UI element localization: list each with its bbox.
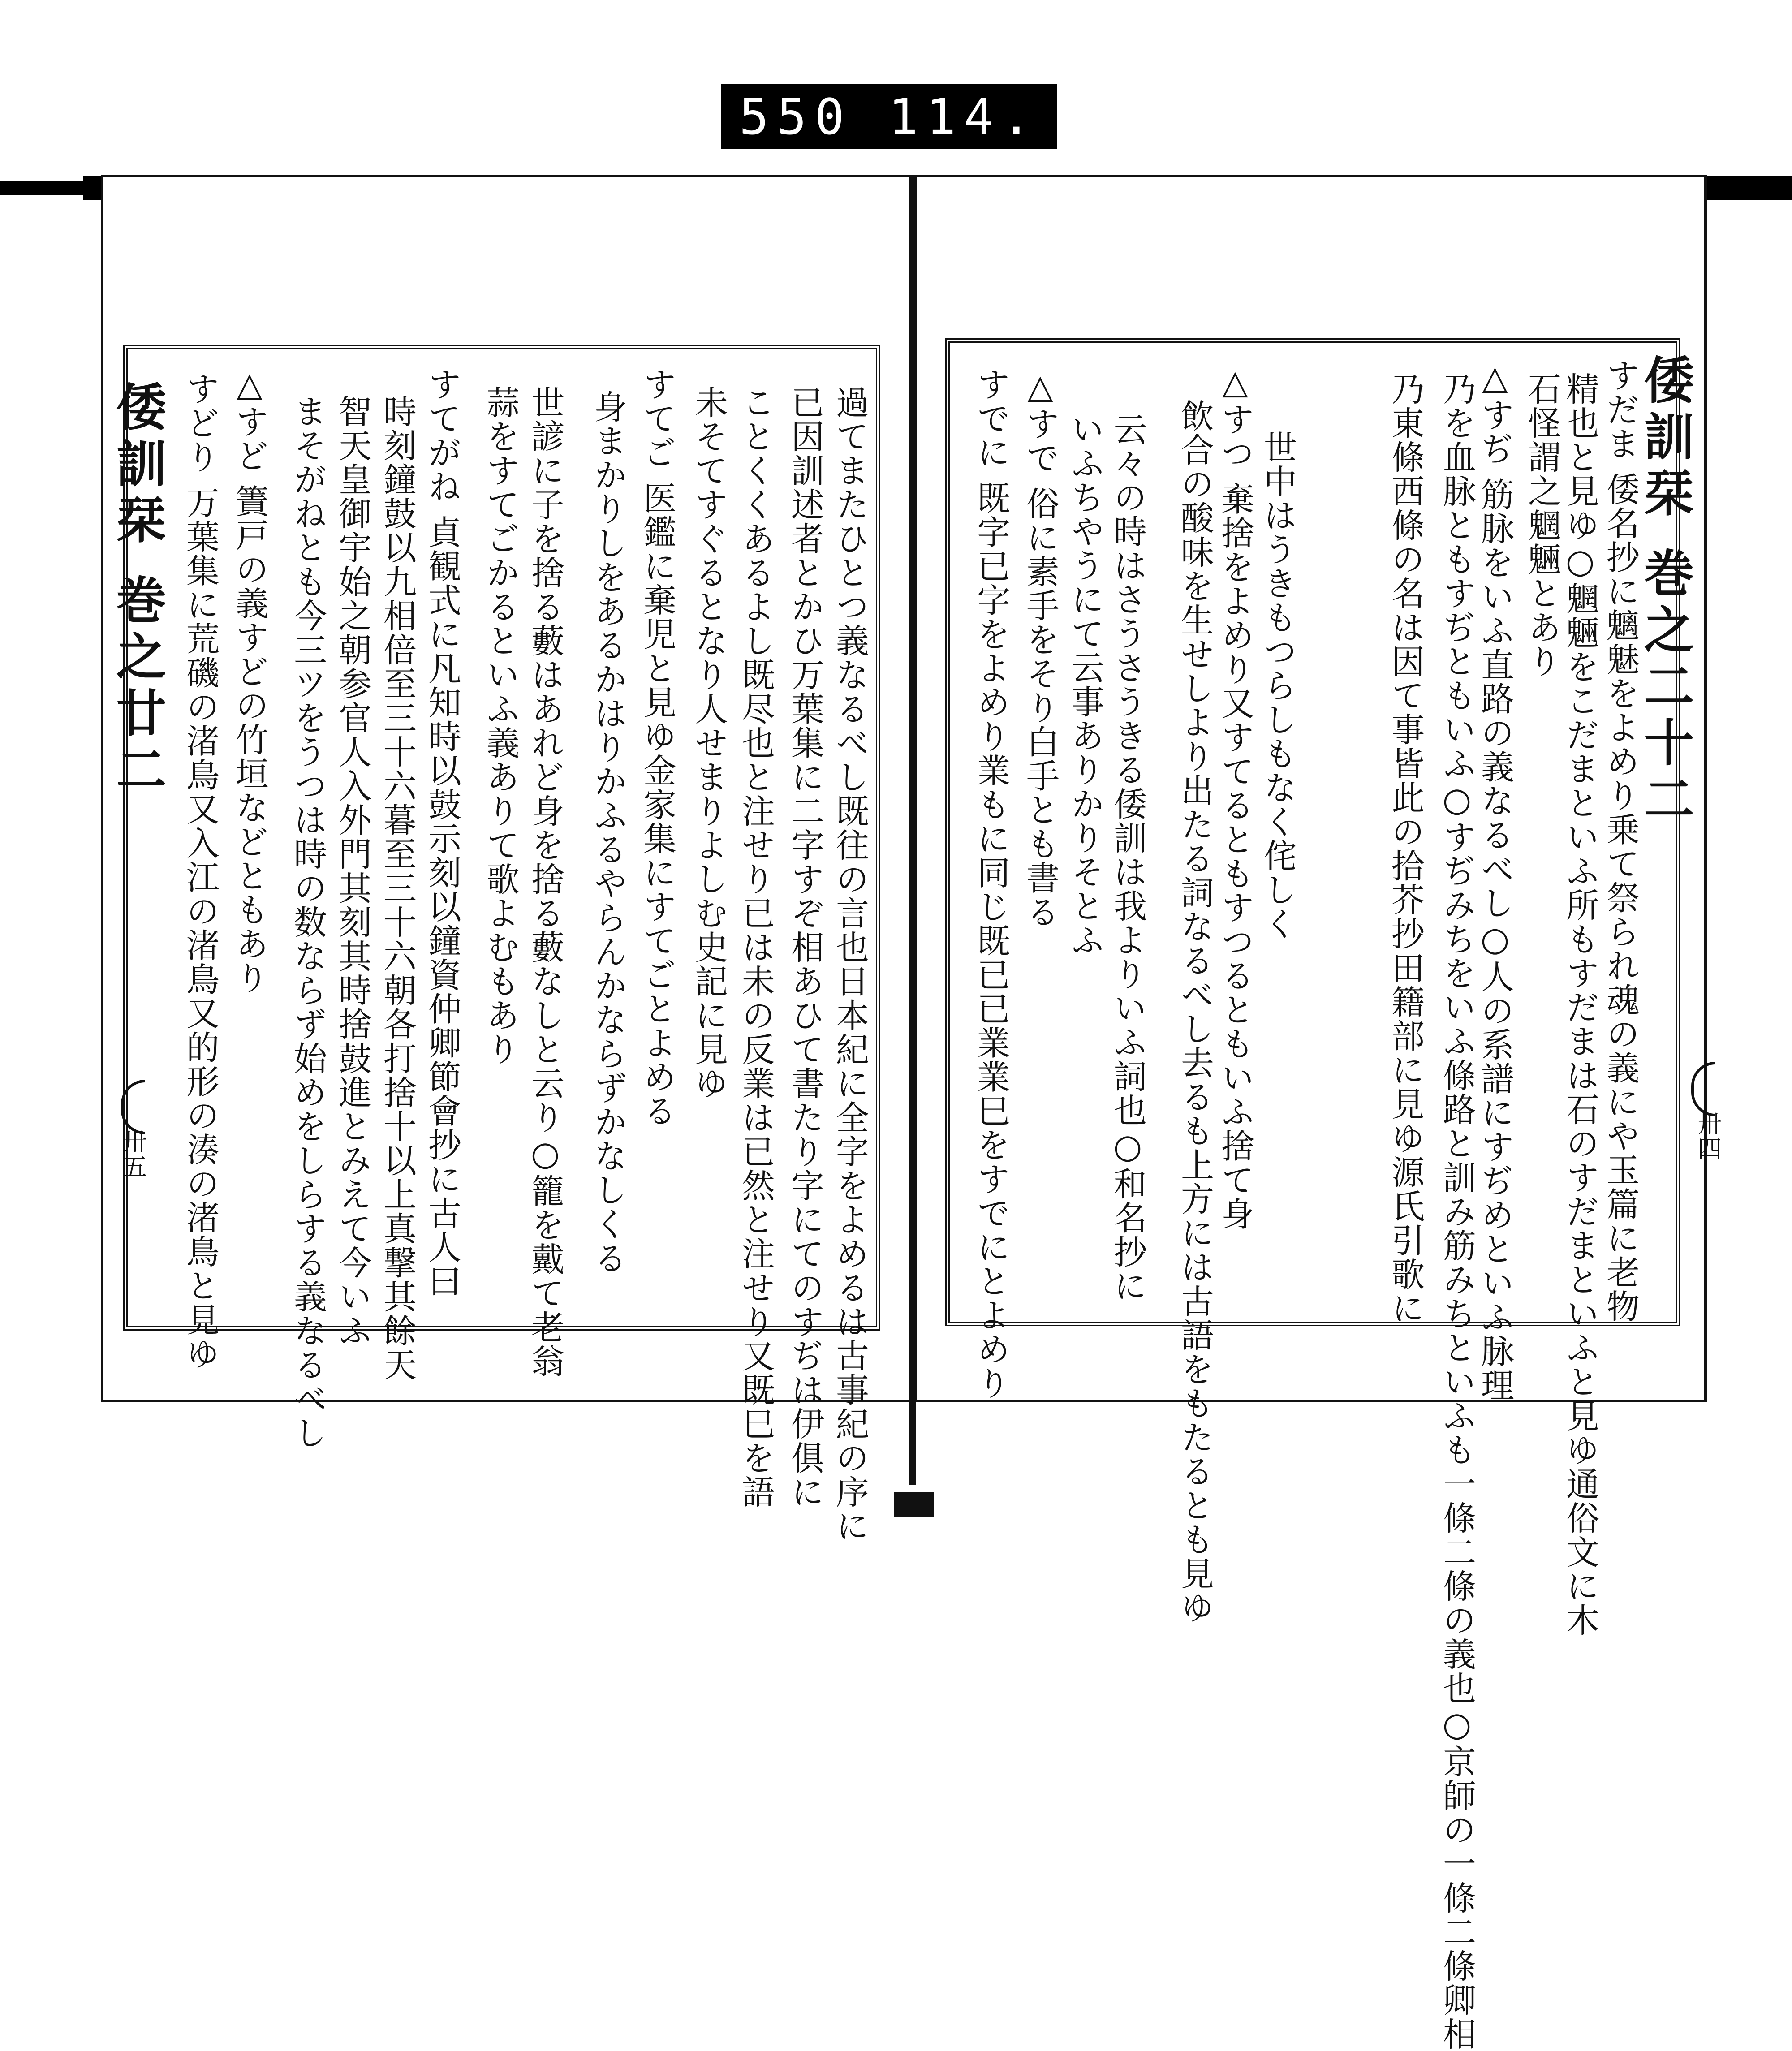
right-line-12: △すで 俗に素手をそり白手とも書る (1021, 367, 1060, 929)
binding-tab-right (1698, 176, 1792, 200)
left-line-2: 已因訓述者とかひ万葉集に二字すぞ相あひて書たり字にてのすぢは伊俱に (786, 385, 824, 1509)
right-line-6: 乃東條西條の名は因て事皆此の拾芥抄田籍部に見ゆ源氏引歌に (1386, 372, 1425, 1325)
archive-label-right: 114. (888, 88, 1039, 146)
left-line-8: 蒜をすてごかるといふ義ありて歌よむもあり (481, 385, 520, 1066)
left-line-4: 未そてすぐるとなり人せまりよしむ史記に見ゆ (689, 385, 728, 1100)
right-line-9: 飲合の酸味を生せしより出たる詞なるべし去るも上方には古語をもたるとも見ゆ (1176, 399, 1214, 1624)
right-line-4: △すぢ 筋脉をいふ直路の義なるべし○人の系譜にすぢめといふ脉理 (1476, 358, 1514, 1402)
right-line-7: 世中はうきもつらしもなく侘しく (1258, 430, 1297, 941)
right-line-8: △すつ 棄捨をよめり又すてるともすつるともいふ捨て身 (1216, 363, 1254, 1231)
left-line-7: 世諺に子を捨る藪はあれど身を捨る藪なしと云り○籠を戴て老翁 (526, 385, 564, 1378)
left-line-9: すてがね 貞観式に凡知時以鼓示刻以鐘資仲卿節會抄に古人曰 (423, 367, 461, 1298)
left-page-title: 倭訓栞 巻之廿二 (108, 381, 167, 800)
spine-foot (894, 1492, 934, 1517)
left-line-1: 過てまたひとつ義なるべし既往の言也日本紀に全字をよめるは古事紀の序に (831, 385, 869, 1543)
right-line-3: 石怪謂之魍魎とあり (1523, 372, 1561, 678)
left-line-12: まそがねとも今三ツをうつは時の数ならず始めをしらする義なるべし (289, 394, 327, 1450)
right-line-5: 乃を血脉ともすぢともいふ○すぢみちをいふ條路と訓み筋みちといふも一條二條の義也○京師の一條二條卿相 (1438, 372, 1476, 2051)
left-line-5: すてご 医鑑に棄児と見ゆ金家集にすてごとよめる (638, 367, 676, 1128)
right-page-title: 倭訓栞 巻之二十二 (1636, 354, 1694, 829)
right-line-13: すでに 既字已字をよめり業もに同じ既已已業業巳をすでにとよめり (972, 367, 1010, 1400)
left-line-3: ことくくあるよし既尽也と注せり已は未の反業は已然と注せり又既巳を語 (737, 385, 775, 1509)
right-page-folio: 卅四 (1694, 1111, 1722, 1161)
left-line-6: 身まかりしをあるかはりかふるやらんかならずかなしくる (589, 390, 627, 1275)
left-line-10: 時刻鐘鼓以九相倍至三十六暮至三十六朝各打捨十以上真撃其餘天 (378, 394, 417, 1382)
left-page-folio: 卅五 (119, 1129, 147, 1179)
right-line-11: いふちやうにて云事ありかりそとふ (1066, 412, 1104, 957)
right-line-2: 精也と見ゆ○魍魎をこだまといふ所もすだまは石のすだまといふと見ゆ通俗文に木 (1561, 372, 1599, 1637)
archive-label-left: 550 (739, 88, 853, 146)
archive-label (721, 84, 1057, 149)
left-line-13: △すど 簀戸の義すどの竹垣などともあり (230, 365, 269, 995)
book-spine (909, 177, 916, 1485)
right-line-1: すだま 倭名抄に魑魅をよめり乗て祭られ魂の義にや玉篇に老物 (1601, 358, 1640, 1323)
left-line-14: すどり 万葉集に荒磯の渚鳥又入江の渚鳥又的形の湊の渚鳥と見ゆ (181, 372, 220, 1371)
binding-tab-left (83, 176, 103, 200)
right-line-10: 云々の時はさうさうきる倭訓は我よりいふ詞也○和名抄に (1108, 412, 1147, 1303)
left-line-11: 智天皇御宇始之朝参官人入外門其刻其時捨鼓進とみえて今いふ (333, 394, 372, 1348)
